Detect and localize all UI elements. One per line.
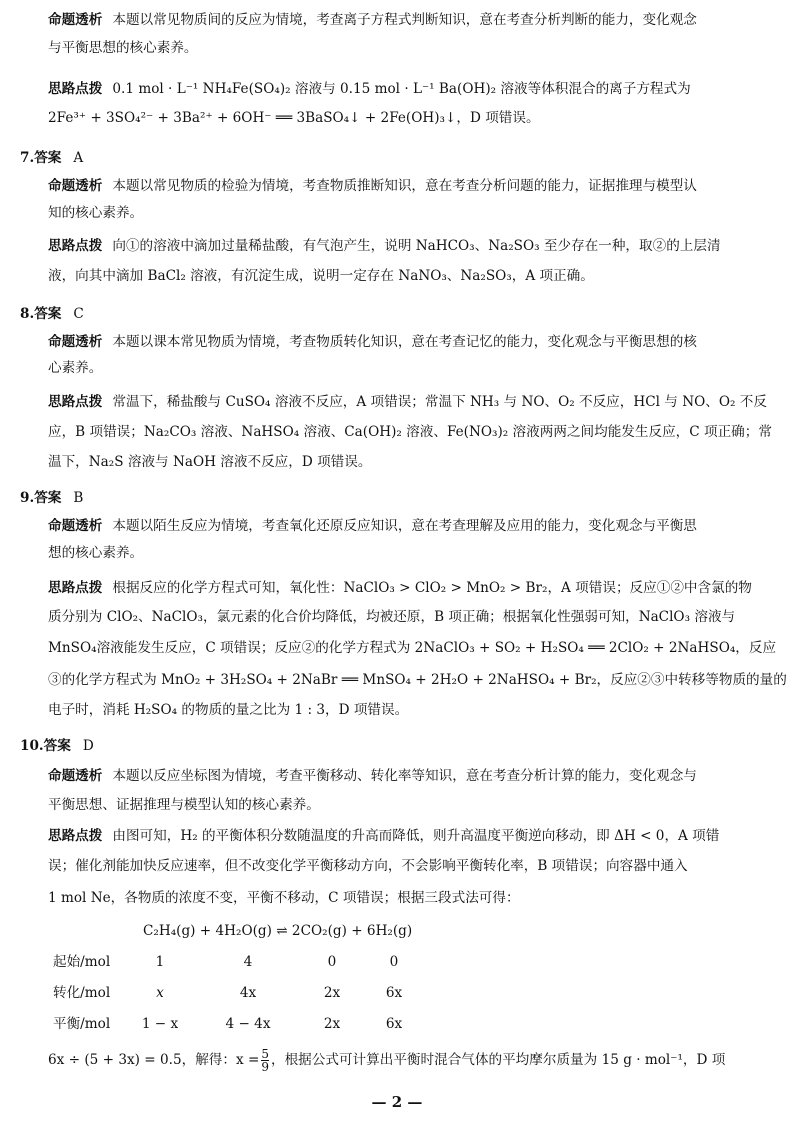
question-number: 9. xyxy=(20,490,35,506)
q10-solution-line2: 误；催化剂能加快反应速率，但不改变化学平衡移动方向，不会影响平衡转化率，B 项错误；向容器中通入 xyxy=(48,858,688,874)
table-cell: 4 xyxy=(243,954,253,970)
table-cell: 0 xyxy=(389,954,399,970)
fraction-denominator: 9 xyxy=(261,1060,269,1074)
q8-analysis-text: 本题以课本常见物质为情境，考查物质转化知识，意在考查记忆的能力，变化观念与平衡思想的核 xyxy=(112,334,697,350)
q8-solution-line3: 温下，Na₂S 溶液与 NaOH 溶液不反应，D 项错误。 xyxy=(48,454,372,470)
table-cell: x xyxy=(156,985,164,1001)
q10-solution-text: 由图可知，H₂ 的平衡体积分数随温度的升高而降低，则升高温度平衡逆向移动，即 ΔH < 0，A 项错 xyxy=(112,828,720,844)
q8-analysis-line2: 心素养。 xyxy=(48,360,103,376)
q10-analysis-text: 本题以反应坐标图为情境，考查平衡移动、转化率等知识，意在考查分析计算的能力，变化观念与 xyxy=(112,768,697,784)
table-row-label-initial: 起始/mol xyxy=(53,954,111,970)
answer-value: A xyxy=(73,150,84,166)
answer-value: D xyxy=(82,738,94,754)
q6-analysis-text: 本题以常见物质间的反应为情境，考查离子方程式判断知识，意在考查分析判断的能力，变化观念 xyxy=(112,12,697,28)
page-number: — 2 — xyxy=(371,1093,423,1111)
q6-solution-line2: 2Fe³⁺ + 3SO₄²⁻ + 3Ba²⁺ + 6OH⁻ ══ 3BaSO₄↓ + 2Fe(OH)₃↓，D 项错误。 xyxy=(48,110,540,126)
solution-tag: 思路点拨 xyxy=(48,238,103,254)
answer-label: 答案 xyxy=(43,738,71,754)
q7-answer-line xyxy=(20,148,83,168)
analysis-tag: 命题透析 xyxy=(48,768,103,784)
reaction-equation: C₂H₄(g) + 4H₂O(g) ⇌ 2CO₂(g) + 6H₂(g) xyxy=(143,923,413,939)
q8-solution-text: 常温下，稀盐酸与 CuSO₄ 溶液不反应，A 项错误；常温下 NH₃ 与 NO、O₂ 不反应，HCl 与 NO、O₂ 不反 xyxy=(112,394,767,410)
q10-analysis-line1 xyxy=(48,766,697,786)
solution-tag: 思路点拨 xyxy=(48,394,103,410)
table-cell: 1 − x xyxy=(141,1016,179,1032)
fraction-numerator: 5 xyxy=(261,1047,269,1061)
table-cell: 0 xyxy=(327,954,337,970)
final-line-post: ，根据公式可计算出平衡时混合气体的平均摩尔质量为 15 g · mol⁻¹，D 项 xyxy=(271,1052,726,1068)
q7-solution-line2: 液，向其中滴加 BaCl₂ 溶液，有沉淀生成，说明一定存在 NaNO₃、Na₂SO₃，A 项正确。 xyxy=(48,268,594,284)
table-cell: 2x xyxy=(323,1016,341,1032)
q10-answer-line xyxy=(20,736,94,756)
q7-solution-text: 向①的溶液中滴加过量稀盐酸，有气泡产生，说明 NaHCO₃、Na₂SO₃ 至少存在一种，取②的上层清 xyxy=(112,238,721,254)
table-row-label-equilibrium: 平衡/mol xyxy=(53,1016,111,1032)
q9-analysis-text: 本题以陌生反应为情境，考查氧化还原反应知识，意在考查理解及应用的能力，变化观念与平衡思 xyxy=(112,518,697,534)
q8-analysis-line1 xyxy=(48,332,697,352)
q6-solution-text: 0.1 mol · L⁻¹ NH₄Fe(SO₄)₂ 溶液与 0.15 mol · L⁻¹ Ba(OH)₂ 溶液等体积混合的离子方程式为 xyxy=(112,81,691,97)
q8-solution-line2: 应，B 项错误；Na₂CO₃ 溶液、NaHSO₄ 溶液、Ca(OH)₂ 溶液、Fe(NO₃)₂ 溶液两两之间均能发生反应，C 项正确；常 xyxy=(48,424,772,440)
analysis-tag: 命题透析 xyxy=(48,178,103,194)
solution-tag: 思路点拨 xyxy=(48,81,103,97)
q9-solution-line4: ③的化学方程式为 MnO₂ + 3H₂SO₄ + 2NaBr ══ MnSO₄ + 2H₂O + 2NaHSO₄ + Br₂，反应②③中转移等物质的量的 xyxy=(48,672,787,688)
question-number: 8. xyxy=(20,306,35,322)
answer-label: 答案 xyxy=(34,306,62,322)
q10-final-line xyxy=(48,1048,725,1073)
q7-solution-line1 xyxy=(48,236,721,256)
q9-analysis-line2: 想的核心素养。 xyxy=(48,545,144,561)
q10-solution-line1 xyxy=(48,826,719,846)
q10-analysis-line2: 平衡思想、证据推理与模型认知的核心素养。 xyxy=(48,797,320,813)
q9-solution-line3: MnSO₄溶液能发生反应，C 项错误；反应②的化学方程式为 2NaClO₃ + SO₂ + H₂SO₄ ══ 2ClO₂ + 2NaHSO₄，反应 xyxy=(48,640,777,656)
table-cell: 2x xyxy=(323,985,341,1001)
fraction xyxy=(261,1048,269,1073)
q9-solution-text: 根据反应的化学方程式可知，氧化性：NaClO₃ > ClO₂ > MnO₂ > Br₂，A 项错误；反应①②中含氯的物 xyxy=(112,580,752,596)
q6-solution-line1 xyxy=(48,79,691,99)
answer-label: 答案 xyxy=(34,150,62,166)
analysis-tag: 命题透析 xyxy=(48,12,103,28)
solution-tag: 思路点拨 xyxy=(48,580,103,596)
q9-analysis-line1 xyxy=(48,516,697,536)
solution-tag: 思路点拨 xyxy=(48,828,103,844)
table-cell: 4x xyxy=(239,985,257,1001)
q9-solution-line1 xyxy=(48,578,752,598)
answer-value: B xyxy=(73,490,84,506)
table-cell: 6x xyxy=(385,1016,403,1032)
question-number: 10. xyxy=(20,738,44,754)
answer-label: 答案 xyxy=(34,490,62,506)
table-cell: 1 xyxy=(155,954,165,970)
q8-solution-line1 xyxy=(48,392,767,412)
analysis-tag: 命题透析 xyxy=(48,334,103,350)
q7-analysis-line1 xyxy=(48,176,697,196)
q9-solution-line2: 质分别为 ClO₂、NaClO₃，氯元素的化合价均降低，均被还原，B 项正确；根据氧化性强弱可知，NaClO₃ 溶液与 xyxy=(48,609,736,625)
q10-solution-line3: 1 mol Ne，各物质的浓度不变，平衡不移动，C 项错误；根据三段式法可得： xyxy=(48,890,520,906)
analysis-tag: 命题透析 xyxy=(48,518,103,534)
answer-value: C xyxy=(73,306,84,322)
q8-answer-line xyxy=(20,304,84,324)
final-line-pre: 6x ÷ (5 + 3x) = 0.5，解得：x = xyxy=(48,1052,260,1068)
table-cell: 6x xyxy=(385,985,403,1001)
q7-analysis-text: 本题以常见物质的检验为情境，考查物质推断知识，意在考查分析问题的能力，证据推理与模型认 xyxy=(112,178,697,194)
q9-answer-line xyxy=(20,488,83,508)
table-cell: 4 − 4x xyxy=(225,1016,271,1032)
q9-solution-line5: 电子时，消耗 H₂SO₄ 的物质的量之比为 1 : 3，D 项错误。 xyxy=(48,702,409,718)
q7-analysis-line2: 知的核心素养。 xyxy=(48,205,144,221)
table-row-label-change: 转化/mol xyxy=(53,985,111,1001)
q6-analysis-line1 xyxy=(48,10,697,30)
q6-analysis-line2: 与平衡思想的核心素养。 xyxy=(48,40,198,56)
question-number: 7. xyxy=(20,150,35,166)
